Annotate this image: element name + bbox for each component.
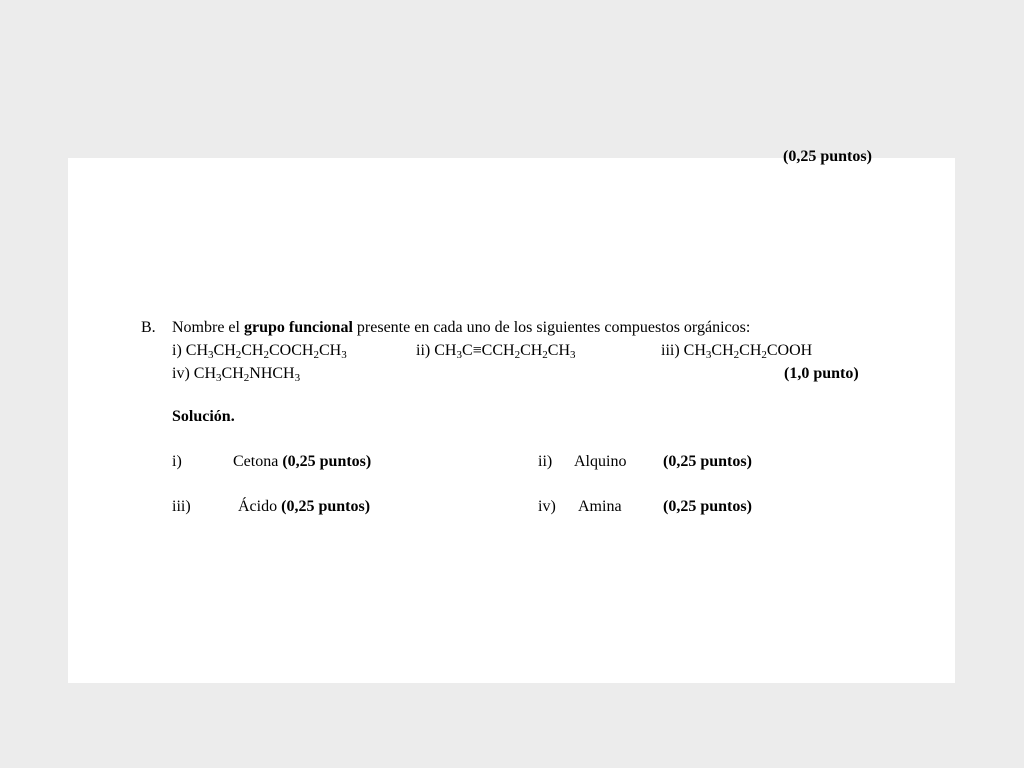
formula-iv: $CH_3CH_2NHCH_3$ bbox=[193, 365, 301, 384]
total-points: (1,0 punto) bbox=[784, 365, 859, 382]
formula-i: $CH_3CH_2CH_2COCH_2CH_3$ bbox=[185, 342, 347, 361]
formula-iii: $CH_3CH_2CH_2COOH$ bbox=[683, 342, 813, 361]
answer-ii-name: Alquino bbox=[574, 453, 627, 470]
compound-iv: iv) $CH_3CH_2NHCH_3$ bbox=[172, 365, 301, 384]
answer-iii-number: iii) bbox=[172, 498, 191, 515]
question-letter: B. bbox=[141, 319, 156, 336]
answer-ii-points: (0,25 puntos) bbox=[663, 453, 752, 470]
previous-points-cut: (0,25 puntos) bbox=[783, 148, 872, 165]
compound-i: i) $CH_3CH_2CH_2COCH_2CH_3$ bbox=[172, 342, 347, 361]
answer-iv-name: Amina bbox=[578, 498, 622, 515]
compound-ii: ii) $CH_3C\equiv CCH_2CH_2CH_3$ bbox=[416, 342, 576, 361]
solution-title: Solución. bbox=[172, 408, 235, 425]
question-statement: Nombre el grupo funcional presente en cada uno de los siguientes compuestos orgánicos: bbox=[172, 319, 751, 336]
answer-i: Cetona (0,25 puntos) bbox=[233, 453, 372, 470]
answer-iii: Ácido (0,25 puntos) bbox=[238, 498, 371, 515]
formula-ii: $CH_3C\equiv CCH_2CH_2CH_3$ bbox=[434, 342, 576, 361]
answer-ii-number: ii) bbox=[538, 453, 553, 470]
compound-iii: iii) $CH_3CH_2CH_2COOH$ bbox=[661, 342, 813, 361]
document-page bbox=[68, 148, 955, 683]
answer-iv-number: iv) bbox=[538, 498, 556, 515]
answer-iv-points: (0,25 puntos) bbox=[663, 498, 752, 515]
answer-i-number: i) bbox=[172, 453, 182, 470]
